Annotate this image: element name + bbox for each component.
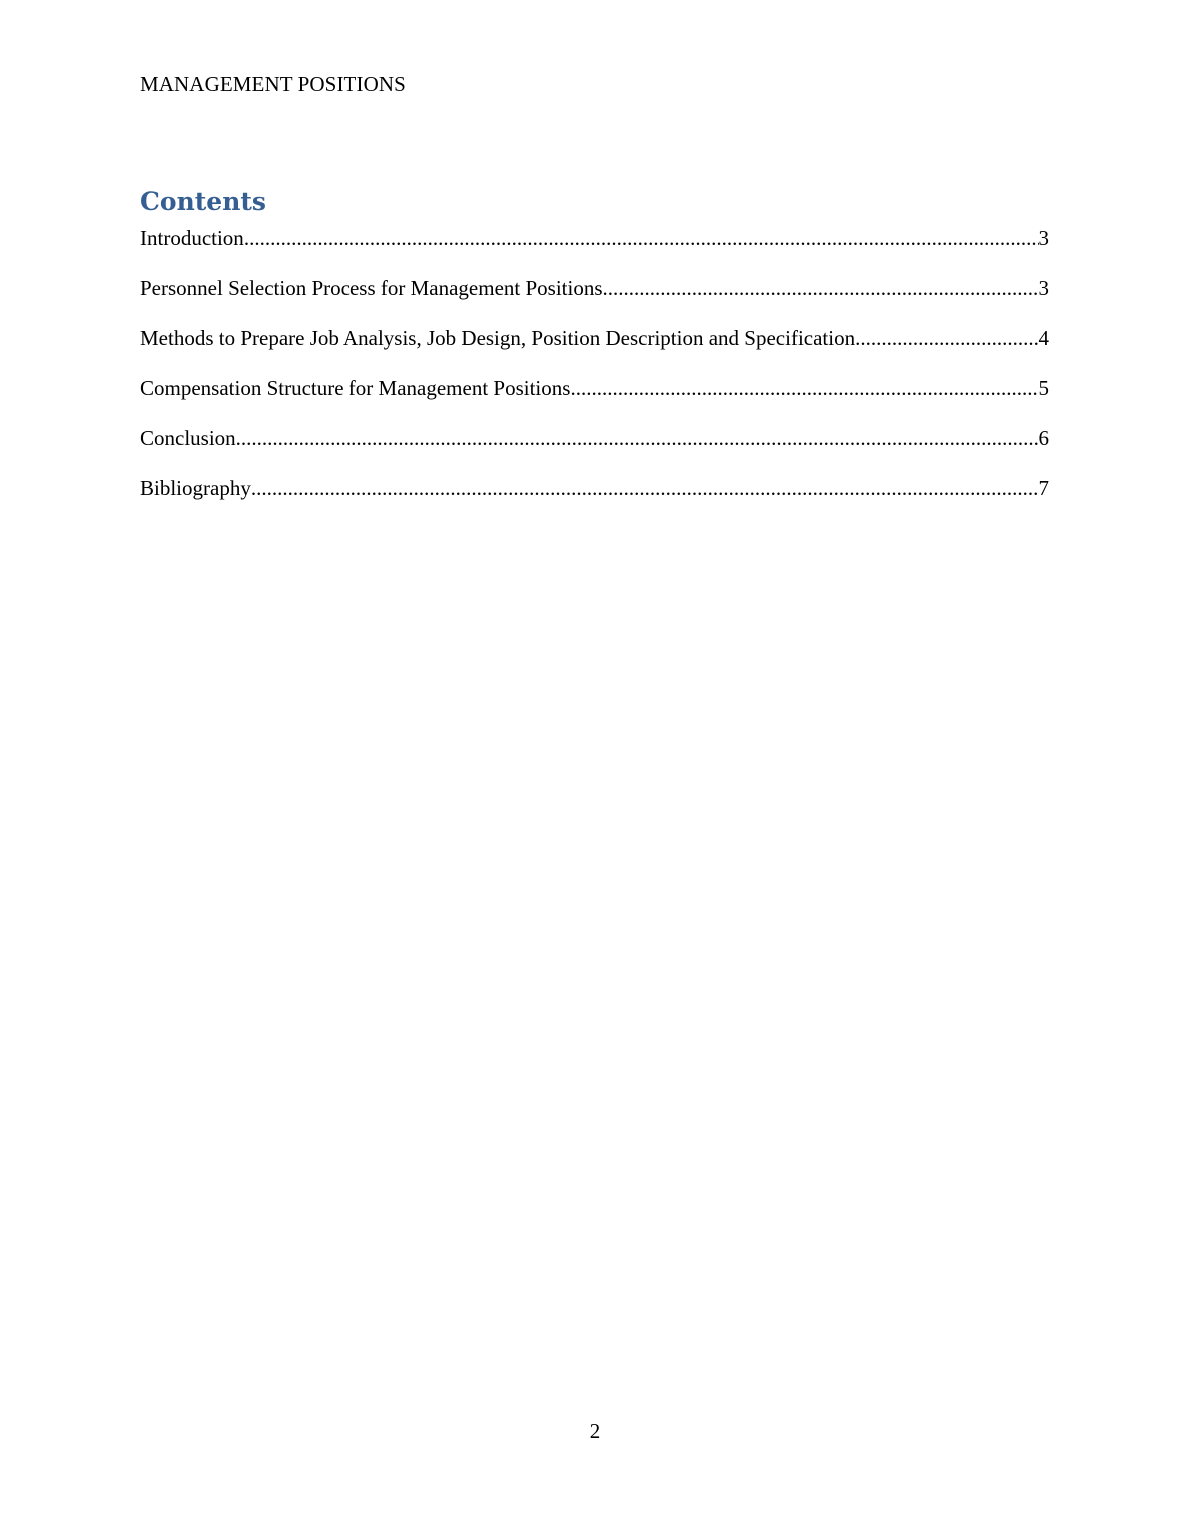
toc-dot-leader — [251, 474, 1039, 502]
toc-entry-personnel-selection[interactable] — [140, 274, 1049, 324]
toc-dot-leader — [570, 374, 1038, 402]
toc-entry-title: Conclusion — [140, 426, 236, 450]
toc-entry-title: Personnel Selection Process for Management Positions — [140, 276, 603, 300]
toc-entry-page-number: 3 — [1038, 276, 1049, 300]
toc-entry-introduction[interactable] — [140, 224, 1049, 274]
page-number: 2 — [589, 1419, 601, 1443]
toc-entry-page-number: 7 — [1038, 476, 1049, 500]
toc-entry-methods-job-analysis[interactable] — [140, 324, 1049, 374]
toc-entry-page-number: 5 — [1038, 376, 1049, 400]
toc-entry-page-number: 6 — [1038, 426, 1049, 450]
toc-dot-leader — [236, 424, 1039, 452]
toc-dot-leader — [855, 324, 1038, 352]
toc-entry-title: Bibliography — [140, 476, 251, 500]
toc-entry-conclusion[interactable] — [140, 424, 1049, 474]
toc-dot-leader — [603, 274, 1039, 302]
running-header: MANAGEMENT POSITIONS — [140, 72, 406, 96]
toc-entry-page-number: 4 — [1038, 326, 1049, 350]
toc-entry-page-number: 3 — [1038, 226, 1049, 250]
toc-entry-bibliography[interactable] — [140, 474, 1049, 524]
toc-title: Contents — [140, 187, 267, 216]
toc-entry-compensation-structure[interactable] — [140, 374, 1049, 424]
toc-entry-title: Introduction — [140, 226, 244, 250]
toc-entry-title: Methods to Prepare Job Analysis, Job Design, Position Description and Specification — [140, 326, 856, 350]
table-of-contents — [140, 224, 1049, 524]
toc-entry-title: Compensation Structure for Management Positions — [140, 376, 571, 400]
toc-dot-leader — [244, 224, 1039, 252]
